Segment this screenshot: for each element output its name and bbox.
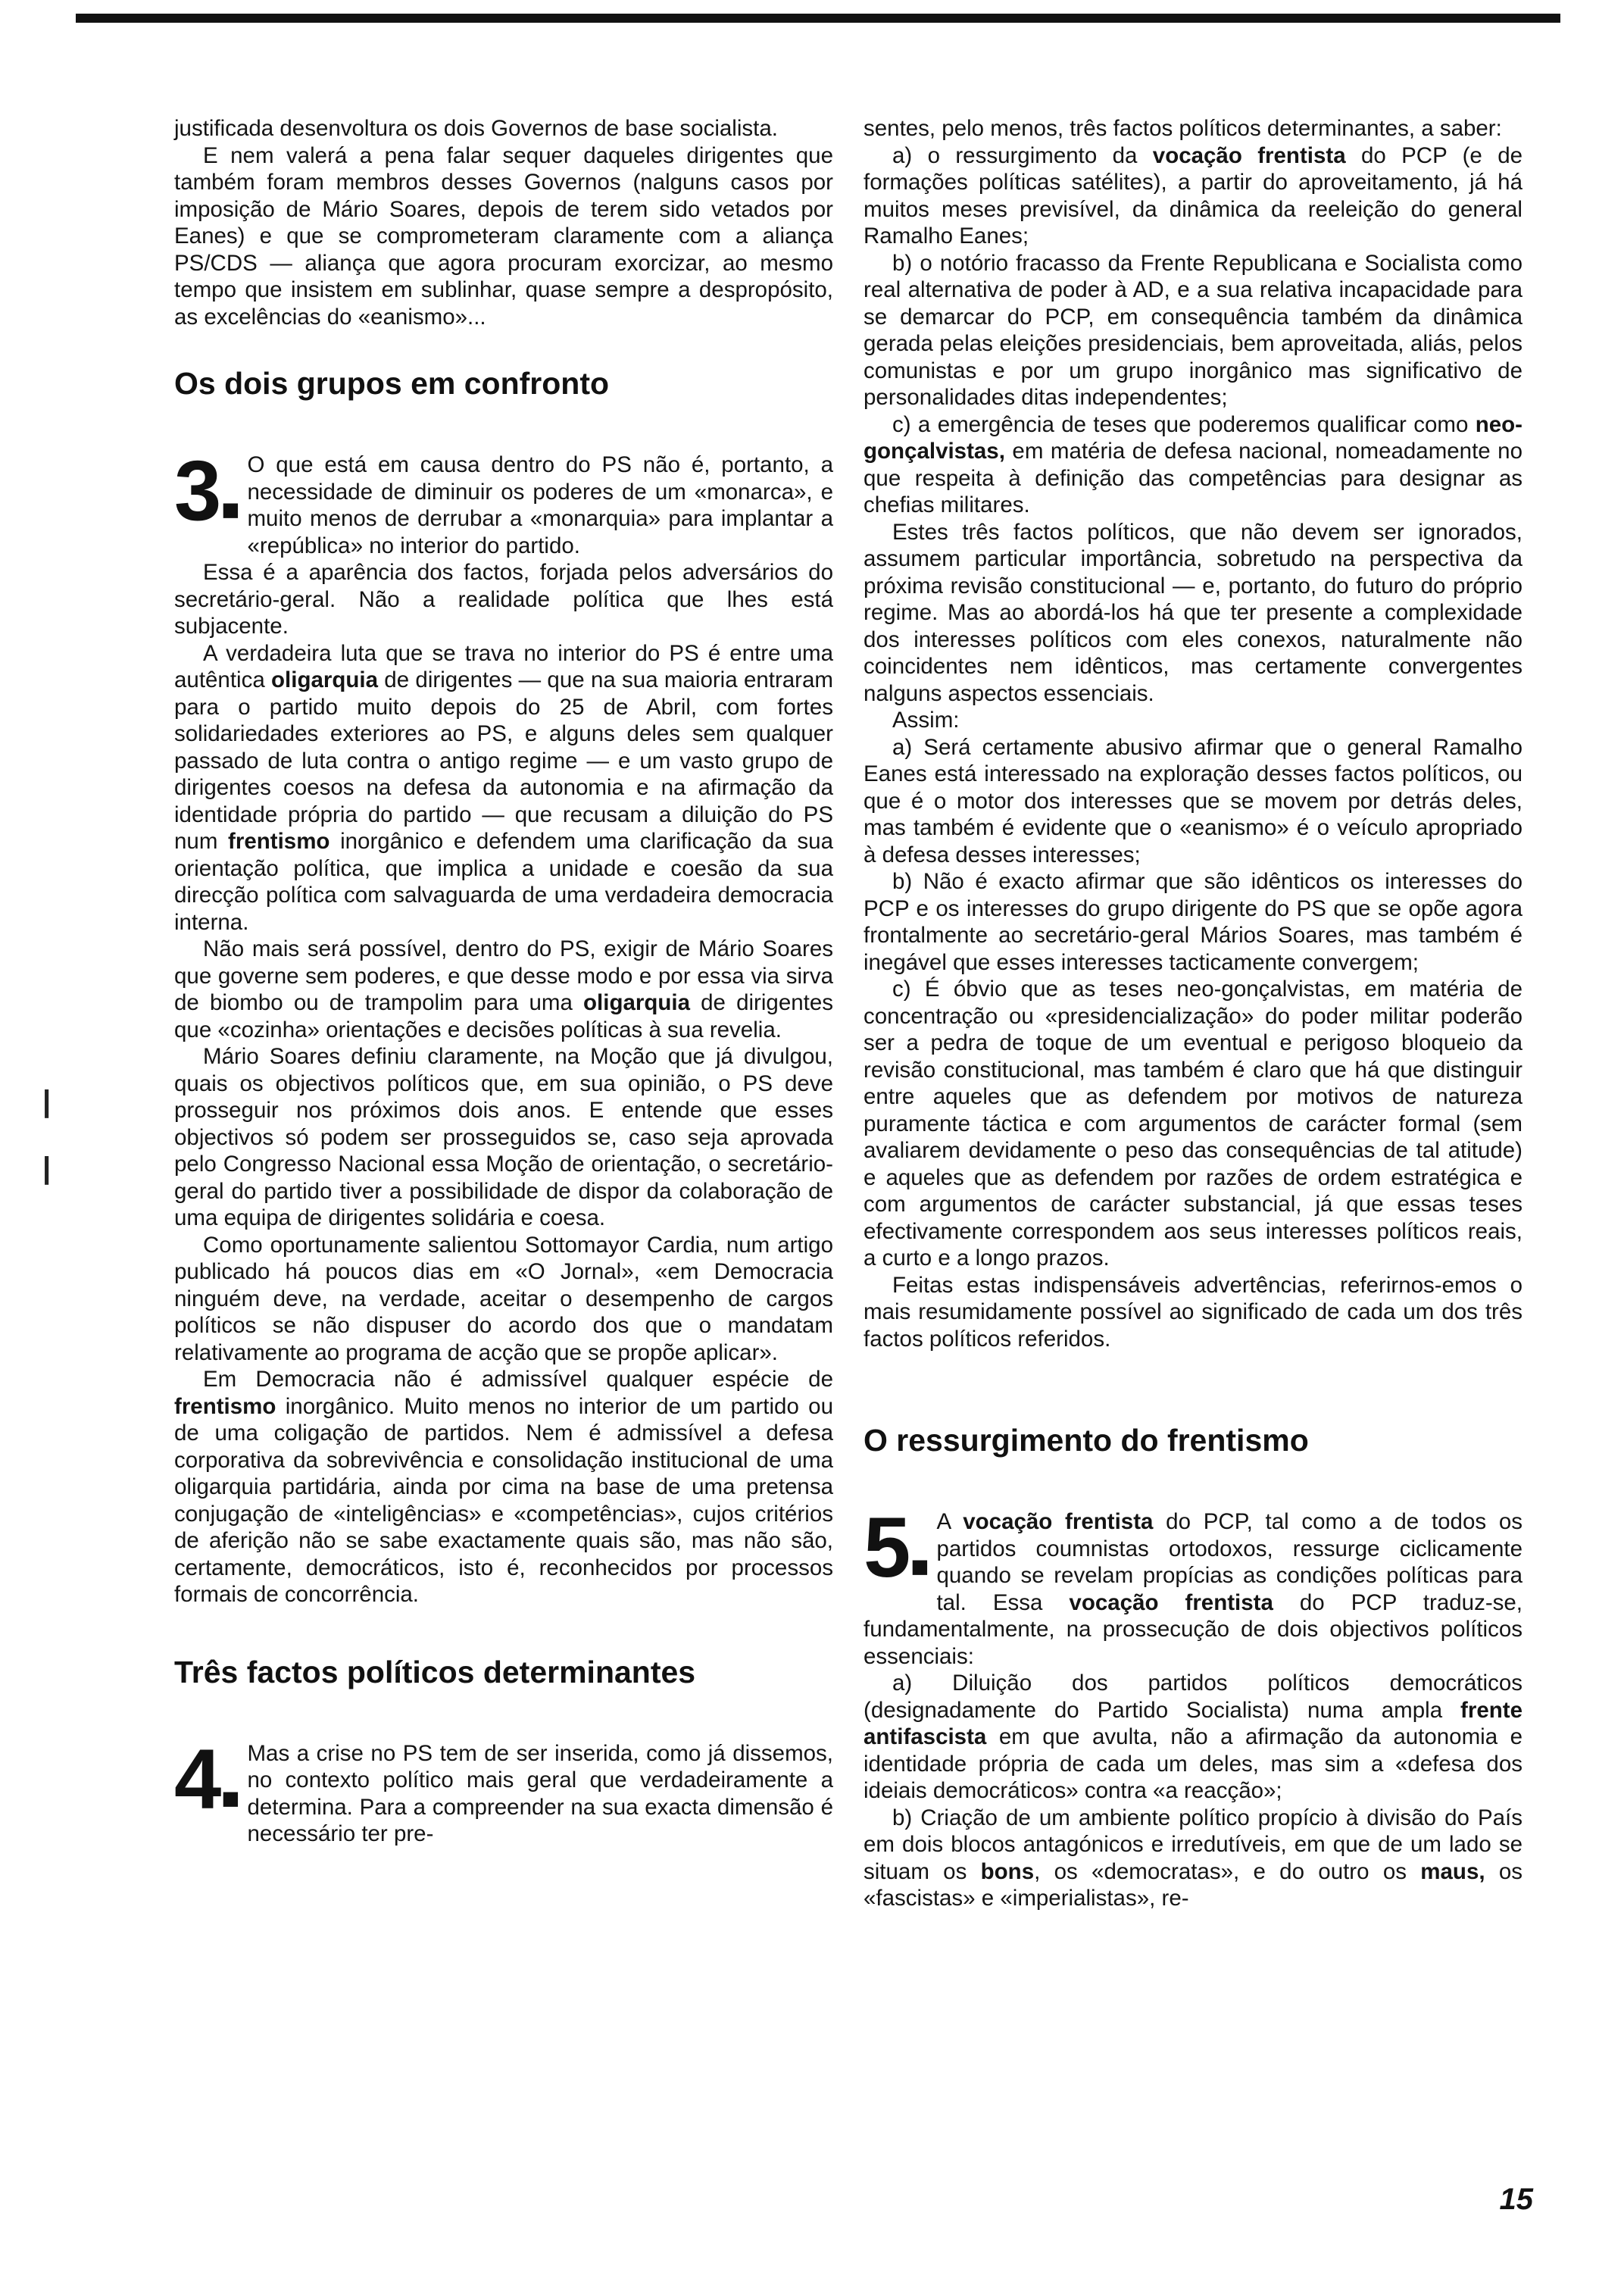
margin-mark: | <box>42 1085 52 1118</box>
list-item: c) a emergência de teses que poderemos qualificar como neo-gonçalvistas, em matéria de defesa nacional, nomeadamente no que respeita à definição das competências para designar as chefias militares. <box>864 411 1522 517</box>
right-column <box>864 115 1522 1912</box>
list-item: c) É óbvio que as teses neo-gonçalvistas, em matéria de concentração ou «presidencialização» do poder militar poderão ser a pedra de toque de um eventual e perigoso bloqueio da revisão constitucional, mas também é claro que há que distinguir entre aqueles que as defendem por motivos de natureza puramente táctica e com argumentos de carácter formal (sem avaliarem devidamente o peso das consequências de tal atitude) e aqueles que as defendem por razões de ordem estratégica e com argumentos de carácter substancial, já que essas teses efectivamente correspondem aos seus interesses políticos reais, a curto e a longo prazos. <box>864 977 1522 1271</box>
paragraph: Assim: <box>892 708 960 733</box>
paragraph: Como oportunamente salientou Sottomayor Cardia, num artigo publicado há poucos dias em «O Jornal», «em Democracia ninguém deve, na verdade, aceitar o desempenho de cargos políticos se não dispuser do acordo dos que o mandatam relativamente ao programa de acção que se propõe aplicar». <box>174 1232 833 1365</box>
paragraph: Feitas estas indispensáveis advertências, referirnos-emos o mais resumidamente possível ao significado de cada um dos três factos políticos referidos. <box>864 1272 1522 1352</box>
left-column <box>174 115 833 1848</box>
paragraph: Não mais será possível, dentro do PS, exigir de Mário Soares que governe sem poderes, e que desse modo e por essa via sirva de biombo ou de trampolim para uma oligarquia de dirigentes que «cozinha» orientações e decisões políticas à sua revelia. <box>174 936 833 1042</box>
paragraph: O que está em causa dentro do PS não é, portanto, a necessidade de diminuir os poderes de um «monarca», e muito menos de derrubar a «monarquia» para implantar a «república» no interior do partido. <box>247 452 833 558</box>
list-item: b) Não é exacto afirmar que são idênticos os interesses do PCP e os interesses do grupo dirigente do PS que se opõe agora frontalmente ao secretário-geral Mários Soares, mas também é inegável que esses interesses tacticamente convergem; <box>864 869 1522 975</box>
paragraph: Mas a crise no PS tem de ser inserida, como já dissemos, no contexto político mais geral que verdadeiramente a determina. Para a compreender na sua exacta dimensão é necessário ter pre- <box>247 1740 833 1846</box>
margin-mark: | <box>42 1152 52 1185</box>
section-number: 5■ <box>864 1500 929 1595</box>
paragraph: sentes, pelo menos, três factos políticos determinantes, a saber: <box>864 116 1502 141</box>
section-number: 3■ <box>174 443 240 538</box>
section-3 <box>174 443 833 559</box>
paragraph: justificada desenvoltura os dois Governos de base socialista. <box>174 116 778 141</box>
paragraph: Essa é a aparência dos factos, forjada pelos adversários do secretário-geral. Não a realidade política que lhes está subjacente. <box>174 560 833 639</box>
paragraph: A verdadeira luta que se trava no interior do PS é entre uma autêntica oligarquia de dirigentes — que na sua maioria entraram para o partido muito depois do 25 de Abril, com fortes solidariedades exteriores ao PS, e alguns deles sem qualquer passado de luta contra o antigo regime — e um vasto grupo de dirigentes coesos na defesa da autonomia e na afirmação da identidade própria do partido — que recusam a diluição do PS num frentismo inorgânico e defendem uma clarificação da sua orientação política, que implica a unidade e coesão da sua direcção política com salvaguarda de uma verdadeira democracia interna. <box>174 640 833 935</box>
list-item: b) o notório fracasso da Frente Republicana e Socialista como real alternativa de poder à AD, e a sua relativa incapacidade para se demarcar do PCP, em consequência também da dinâmica gerada pelas eleições presidenciais, bem aproveitada, aliás, pelos comunistas e por um grupo inorgânico mas significativo de personalidades ditas independentes; <box>864 250 1522 410</box>
section-5 <box>864 1500 1523 1670</box>
page-number: 15 <box>1499 2183 1533 2216</box>
section-heading: Três factos políticos determinantes <box>174 1654 696 1689</box>
paragraph: A vocação frentista do PCP, tal como a de todos os partidos coumnistas ortodoxos, ressurge ciclicamente quando se revelam propícias as condições políticas para tal. Essa vocação frentista do PCP traduz-se, fundamentalmente, na prossecução de dois objectivos políticos essenciais: <box>864 1509 1523 1669</box>
section-number: 4■ <box>174 1731 240 1827</box>
section-heading: O ressurgimento do frentismo <box>864 1423 1309 1458</box>
list-item: a) Diluição dos partidos políticos democráticos (designadamente do Partido Socialista) numa ampla frente antifascista em que avulta, não a afirmação da autonomia e identidade própria de cada um deles, mas sim a «defesa dos ideiais democráticos» contra «a reacção»; <box>864 1671 1522 1803</box>
paragraph: Mário Soares definiu claramente, na Moção que já divulgou, quais os objectivos políticos que, em sua opinião, o PS deve prosseguir nos próximos dois anos. E entende que esses objectivos só podem ser prosseguidos se, caso seja aprovada pelo Congresso Nacional essa Moção de orientação, o secretário-geral do partido tiver a possibilidade de dispor da colaboração de uma equipa de dirigentes solidária e coesa. <box>174 1044 833 1230</box>
list-item: a) o ressurgimento da vocação frentista do PCP (e de formações políticas satélites), a partir do aproveitamento, já há muitos meses previsível, da dinâmica da reeleição do general Ramalho Eanes; <box>864 142 1523 248</box>
paragraph: E nem valerá a pena falar sequer daqueles dirigentes que também foram membros desses Governos (nalguns casos por imposição de Mário Soares, depois de terem sido vetados por Eanes) e que se comprometeram claramente com a aliança PS/CDS — aliança que agora procuram exorcizar, ao mesmo tempo que insistem em sublinhar, quase sempre a despropósito, as excelências do «eanismo»... <box>174 142 833 330</box>
margin-marks <box>42 1083 65 1186</box>
paragraph: Estes três factos políticos, que não devem ser ignorados, assumem particular importância, sobretudo na perspectiva da próxima revisão constitucional — e, portanto, do futuro do próprio regime. Mas ao abordá-los há que ter presente a complexidade dos interesses políticos com eles conexos, naturalmente não coincidentes nem idênticos, mas certamente convergentes nalguns aspectos essenciais. <box>864 519 1522 706</box>
list-item: b) Criação de um ambiente político propício à divisão do País em dois blocos antagónicos e irredutíveis, em que de um lado se situam os bons, os «democratas», e do outro os maus, os «fascistas» e «imperialistas», re- <box>864 1805 1522 1911</box>
section-4 <box>174 1731 833 1848</box>
section-heading: Os dois grupos em confronto <box>174 366 610 401</box>
list-item: a) Será certamente abusivo afirmar que o general Ramalho Eanes está interessado na exploração desses factos políticos, ou que é o motor dos interesses que se movem por detrás deles, mas também é evidente que o «eanismo» é o veículo apropriado à defesa desses interesses; <box>864 734 1522 867</box>
top-rule <box>76 14 1560 23</box>
paragraph: Em Democracia não é admissível qualquer espécie de frentismo inorgânico. Muito menos no interior de um partido ou de uma coligação de partidos. Nem é admissível a defesa corporativa da sobrevivência e consolidação institucional de uma oligarquia partidária, ainda por cima na base de uma pretensa conjugação de «inteligências» e «competências», cujos critérios de aferição não se sabe exactamente quais são, mas não são, certamente, democráticos, isto é, reconhecidos por processos formais de concorrência. <box>174 1367 833 1607</box>
